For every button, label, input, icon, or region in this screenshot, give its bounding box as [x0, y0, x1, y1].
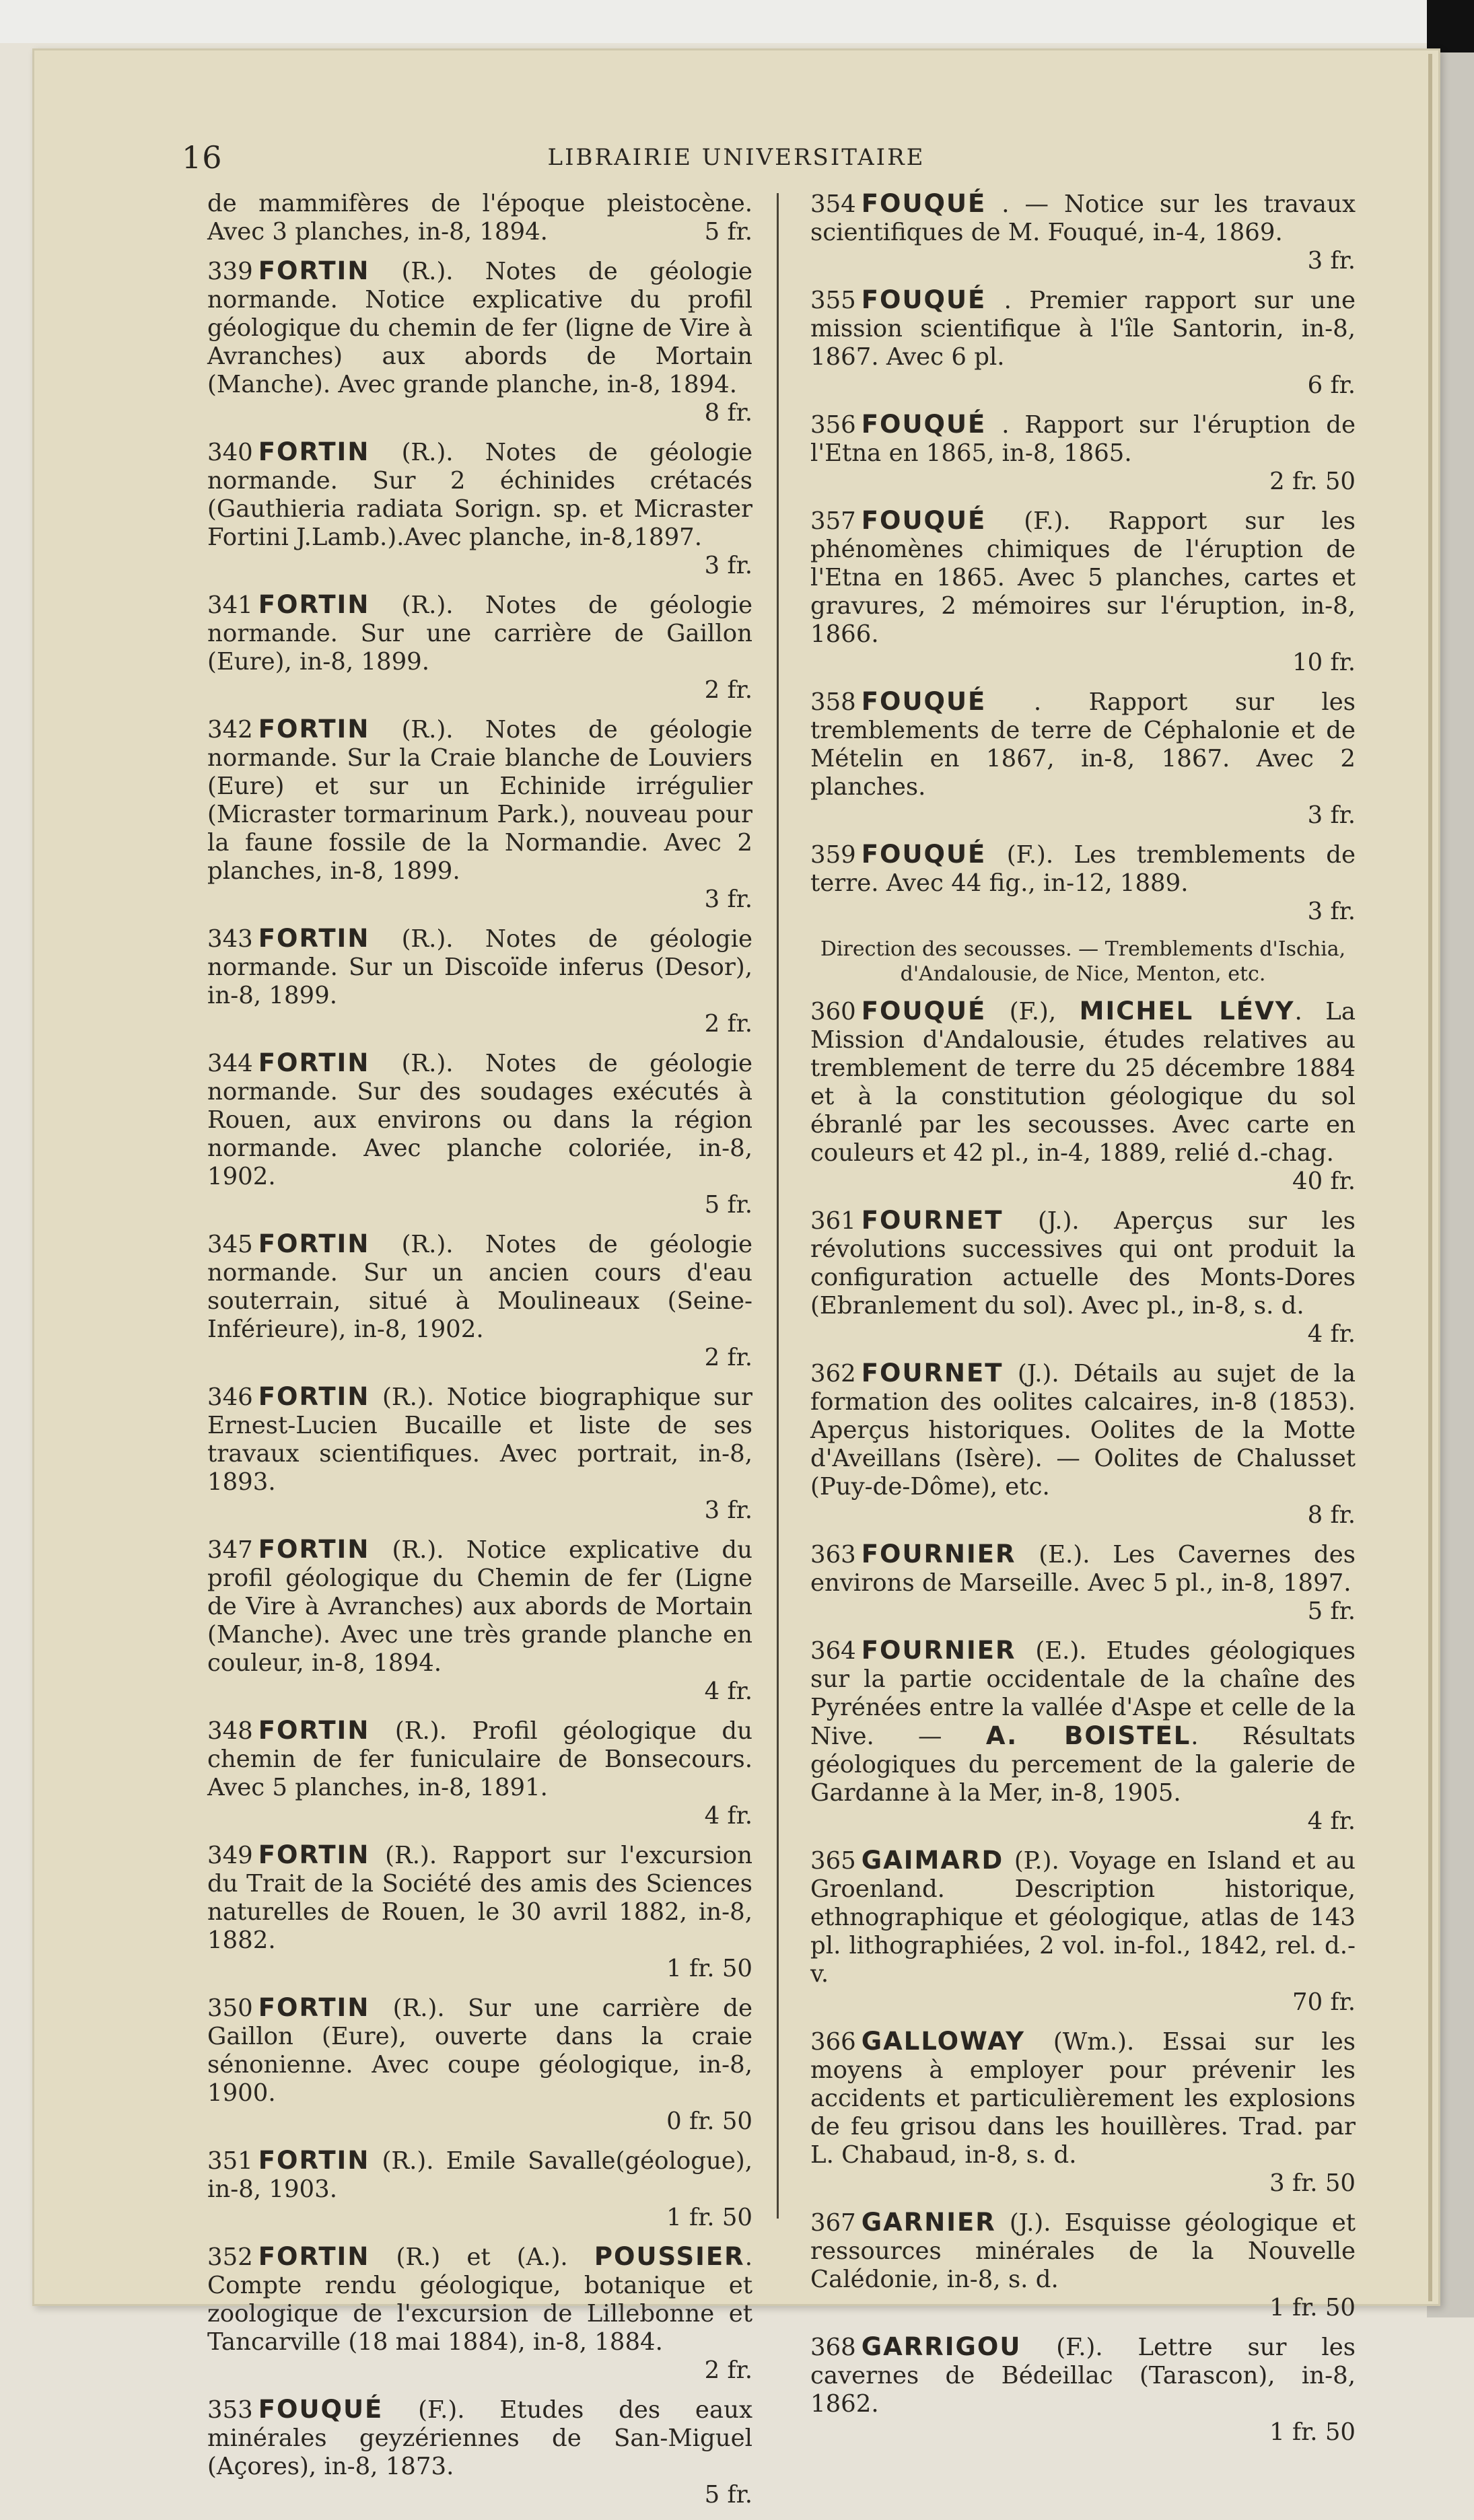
catalog-entry [207, 1717, 752, 1830]
entry-number: 348 [207, 1717, 253, 1745]
entry-author: FOURNIER [861, 1636, 1016, 1665]
entry-author: FOUQUÉ [861, 997, 987, 1025]
entry-description: (J.). Détails au sujet de la formation des oolites calcaires, in-8 (1853). Aperçus historiques. Oolites de la Motte d'Aveillans (Isère). — Oolites de Chalusset (Puy-de-Dôme), etc. [810, 1360, 1356, 1501]
entry-price: 6 fr. [1307, 371, 1356, 399]
entry-description-cont: . La Mission d'Andalousie, études relatives au tremblement de terre du 25 décembre 1884 et à la constitution géologique du sol ébranlé par les secousses. Avec carte en couleurs et 42 pl., in-4, 1889, relié d.-chag. [810, 998, 1356, 1167]
catalog-entry [810, 1359, 1356, 1529]
entry-number: 355 [810, 287, 856, 314]
entry-author: FORTIN [258, 1535, 370, 1564]
catalog-entry [810, 190, 1356, 275]
catalog-entry [810, 2208, 1356, 2322]
entry-author: FOURNIER [861, 1540, 1016, 1569]
entry-price: 10 fr. [1292, 649, 1356, 676]
scan-background-top [0, 0, 1474, 43]
entry-author: FORTIN [258, 256, 370, 285]
entry-number: 340 [207, 439, 253, 466]
entry-price: 4 fr. [704, 1802, 752, 1830]
entry-author: FORTIN [258, 2146, 370, 2175]
entry-number: 342 [207, 716, 253, 744]
entry-price: 2 fr. [704, 676, 752, 704]
entry-description-cont: . Compte rendu géologique, botanique et zoologique de l'excursion de Lillebonne et Tancarville (18 mai 1884), in-8, 1884. [207, 2243, 752, 2356]
entry-description: (E.). Les Cavernes des environs de Marseille. Avec 5 pl., in-8, 1897. [810, 1541, 1356, 1597]
entry-author: FOUQUÉ [861, 687, 987, 716]
entry-price: 2 fr. [704, 2356, 752, 2384]
entry-description: (R.). Notes de géologie normande. Sur une carrière de Gaillon (Eure), in-8, 1899. [207, 591, 752, 676]
entry-number: 341 [207, 591, 253, 619]
catalog-entry [207, 591, 752, 705]
entry-price: 1 fr. 50 [666, 2204, 752, 2231]
entry-description: (R.). Notes de géologie normande. Sur un ancien cours d'eau souterrain, situé à Moulineaux (Seine-Inférieure), in-8, 1902. [207, 1231, 752, 1343]
catalog-entry [207, 1536, 752, 1706]
entry-coauthor: POUSSIER [594, 2242, 745, 2271]
entry-author: GARRIGOU [861, 2332, 1022, 2361]
entry-author: FOUQUÉ [861, 410, 987, 439]
entry-description: (R.). Emile Savalle(géologue), in-8, 1903. [207, 2147, 752, 2203]
catalog-entry [810, 410, 1356, 496]
catalog-entry [207, 257, 752, 427]
catalog-entry [810, 286, 1356, 400]
entry-price: 5 fr. [704, 218, 752, 246]
entry-description: . Rapport sur l'éruption de l'Etna en 1865, in-8, 1865. [810, 411, 1356, 467]
catalog-entry [810, 688, 1356, 830]
column-divider [777, 193, 779, 2219]
entry-price: 3 fr. [1307, 801, 1356, 829]
left-column [207, 190, 752, 2520]
entry-description: . Premier rapport sur une mission scientifique à l'île Santorin, in-8, 1867. Avec 6 pl. [810, 287, 1356, 371]
catalog-entry [810, 1207, 1356, 1348]
entry-number: 352 [207, 2243, 253, 2271]
entry-number: 360 [810, 998, 856, 1025]
entry-price: 40 fr. [1292, 1167, 1356, 1195]
entry-author: FOUQUÉ [258, 2395, 384, 2424]
page-number: 16 [182, 139, 223, 176]
catalog-entry [810, 1540, 1356, 1626]
entry-number: 347 [207, 1536, 253, 1564]
entry-description: (R.). Notes de géologie normande. Sur 2 échinides crétacés (Gauthieria radiata Sorign. sp. et Micraster Fortini J.Lamb.).Avec planche, in-8,1897. [207, 439, 752, 551]
entry-author: FORTIN [258, 1382, 370, 1411]
entry-coauthor: A. BOISTEL [985, 1721, 1191, 1750]
entry-author: GALLOWAY [861, 2027, 1026, 2056]
entry-note: Direction des secousses. — Tremblements d'Ischia, d'Andalousie, de Nice, Menton, etc. [820, 937, 1346, 986]
entry-price: 3 fr. 50 [1269, 2169, 1356, 2197]
entry-author: FOUQUÉ [861, 840, 987, 869]
entry-author: FORTIN [258, 1229, 370, 1258]
catalog-entry [810, 2333, 1356, 2447]
entry-description: (R.). Profil géologique du chemin de fer funiculaire de Bonsecours. Avec 5 planches, in-8, 1891. [207, 1717, 752, 1801]
entry-number: 354 [810, 190, 856, 218]
catalog-entry [810, 2027, 1356, 2198]
catalog-entry [207, 2243, 752, 2385]
entry-number: 357 [810, 507, 856, 535]
catalog-entry [207, 925, 752, 1038]
entry-description: (R.). Notes de géologie normande. Notice explicative du profil géologique du chemin de fer (ligne de Vire à Avranches) aux abords de Mortain (Manche). Avec grande planche, in-8, 1894. [207, 258, 752, 398]
entry-number: 346 [207, 1383, 253, 1411]
entry-author: FORTIN [258, 2242, 370, 2271]
catalog-entry [207, 1230, 752, 1372]
entry-number: 361 [810, 1207, 856, 1235]
entry-description: (F.). Lettre sur les cavernes de Bédeillac (Tarascon), in-8, 1862. [810, 2334, 1356, 2418]
entry-author: FOUQUÉ [861, 285, 987, 314]
entry-price: 4 fr. [1307, 1320, 1356, 1348]
entry-description: (R.) et (A.). [396, 2243, 568, 2271]
entry-price: 8 fr. [704, 399, 752, 427]
entry-number: 349 [207, 1842, 253, 1869]
entry-author: FORTIN [258, 1840, 370, 1869]
entry-number: 366 [810, 2028, 856, 2056]
entry-price: 4 fr. [1307, 1807, 1356, 1835]
entry-description: (F.). Rapport sur les phénomènes chimiques de l'éruption de l'Etna en 1865. Avec 5 planches, cartes et gravures, 2 mémoires sur l'éruption, in-8, 1866. [810, 507, 1356, 648]
entry-description-cont: . Résultats géologiques du percement de la galerie de Gardanne à la Mer, in-8, 1905. [810, 1723, 1356, 1807]
entry-price: 1 fr. 50 [1269, 2294, 1356, 2321]
entry-description: (R.). Sur une carrière de Gaillon (Eure), ouverte dans la craie sénonienne. Avec coupe géologique, in-8, 1900. [207, 1994, 752, 2107]
entry-description: (F.). Etudes des eaux minérales geyzériennes de San-Miguel (Açores), in-8, 1873. [207, 2396, 752, 2480]
catalog-entry [207, 1841, 752, 1983]
catalog-entry [207, 1383, 752, 1525]
entry-description: (R.). Notice biographique sur Ernest-Lucien Bucaille et liste de ses travaux scientifiques. Avec portrait, in-8, 1893. [207, 1383, 752, 1496]
catalog-entry [207, 2147, 752, 2232]
entry-price: 3 fr. [704, 886, 752, 913]
catalog-entry [207, 438, 752, 580]
catalog-entry [810, 1636, 1356, 1836]
page-running-title: LIBRAIRIE UNIVERSITAIRE [547, 144, 925, 171]
entry-number: 353 [207, 2396, 253, 2424]
entry-price: 5 fr. [704, 2481, 752, 2509]
entry-author: FOUQUÉ [861, 506, 987, 535]
entry-description: (J.). Esquisse géologique et ressources minérales de la Nouvelle Calédonie, in-8, s. d. [810, 2209, 1356, 2293]
entry-number: 358 [810, 688, 856, 716]
entry-description: . — Notice sur les travaux scientifiques de M. Fouqué, in-4, 1869. [810, 190, 1356, 246]
right-column [810, 190, 1356, 2457]
entry-author: GARNIER [861, 2208, 996, 2237]
entry-author: FORTIN [258, 437, 370, 466]
entry-description: (R.). Notes de géologie normande. Sur un Discoïde inferus (Desor), in-8, 1899. [207, 925, 752, 1009]
entry-price: 3 fr. [704, 552, 752, 579]
catalog-entry [810, 1846, 1356, 2017]
entry-number: 343 [207, 925, 253, 953]
page-edge [1428, 54, 1432, 2301]
entry-price: 1 fr. 50 [666, 1955, 752, 1982]
entry-continuation [207, 190, 752, 246]
entry-author: FOURNET [861, 1359, 1004, 1388]
entry-author: FOUQUÉ [861, 189, 987, 218]
entry-author: FORTIN [258, 1716, 370, 1745]
entry-description: (Wm.). Essai sur les moyens à employer pour prévenir les accidents et particulièrement les explosions de feu grisou dans les houillères. Trad. par L. Chabaud, in-8, s. d. [810, 2028, 1356, 2169]
catalog-entry [207, 1994, 752, 2136]
entry-description: (R.). Rapport sur l'excursion du Trait de la Société des amis des Sciences naturelles de Rouen, le 30 avril 1882, in-8, 1882. [207, 1842, 752, 1954]
entry-price: 2 fr. [704, 1010, 752, 1038]
entry-description: (R.). Notes de géologie normande. Sur des soudages exécutés à Rouen, aux environs ou dans la région normande. Avec planche coloriée, in-8, 1902. [207, 1050, 752, 1190]
entry-description: (F.), [1009, 998, 1057, 1025]
entry-number: 350 [207, 1994, 253, 2022]
entry-number: 363 [810, 1541, 856, 1569]
entry-price: 2 fr. 50 [1269, 468, 1356, 495]
entry-number: 351 [207, 2147, 253, 2175]
entry-price: 2 fr. [704, 1344, 752, 1371]
entry-description: (E.). Etudes géologiques sur la partie occidentale de la chaîne des Pyrénées entre la vallée d'Aspe et celle de la Nive. — [810, 1637, 1356, 1750]
scan-dark-corner [1427, 0, 1474, 52]
catalog-page [32, 48, 1440, 2509]
entry-price: 3 fr. [1307, 898, 1356, 925]
entry-number: 356 [810, 411, 856, 439]
page-header [32, 48, 1440, 176]
entry-number: 345 [207, 1231, 253, 1258]
entry-description: (J.). Aperçus sur les révolutions successives qui ont produit la configuration actuelle des Monts-Dores (Ebranlement du sol). Avec pl., in-8, s. d. [810, 1207, 1356, 1320]
catalog-entry [207, 715, 752, 914]
entry-author: FOURNET [861, 1206, 1004, 1235]
entry-author: FORTIN [258, 590, 370, 619]
catalog-entry [810, 840, 1356, 926]
entry-price: 0 fr. 50 [666, 2108, 752, 2135]
entry-description: (F.). Les tremblements de terre. Avec 44 fig., in-12, 1889. [810, 841, 1356, 897]
entry-number: 368 [810, 2334, 856, 2361]
entry-price: 3 fr. [704, 1497, 752, 1524]
catalog-entry [810, 507, 1356, 677]
catalog-entry [810, 997, 1356, 1196]
entry-description: (P.). Voyage en Island et au Groenland. Description historique, ethnographique et géologique, atlas de 143 pl. lithographiées, 2 vol. in-fol., 1842, rel. d.-v. [810, 1847, 1356, 1988]
entry-number: 339 [207, 258, 253, 285]
entry-coauthor: MICHEL LÉVY [1079, 997, 1295, 1025]
entry-author: FORTIN [258, 924, 370, 953]
entry-author: FORTIN [258, 715, 370, 744]
entry-number: 362 [810, 1360, 856, 1388]
entry-text: de mammifères de l'époque pleistocène. Avec 3 planches, in-8, 1894. [207, 190, 752, 246]
entry-number: 359 [810, 841, 856, 869]
entry-description: (R.). Notes de géologie normande. Sur la Craie blanche de Louviers (Eure) et sur un Echinide irrégulier (Micraster tormarinum Park.), nouveau pour la faune fossile de la Normandie. Avec 2 planches, in-8, 1899. [207, 716, 752, 885]
catalog-entry [207, 2396, 752, 2509]
catalog-entry [207, 1049, 752, 1219]
entry-price: 4 fr. [704, 1678, 752, 1705]
entry-price: 8 fr. [1307, 1501, 1356, 1529]
entry-price: 1 fr. 50 [1269, 2418, 1356, 2446]
entry-author: FORTIN [258, 1993, 370, 2022]
entry-number: 365 [810, 1847, 856, 1875]
entry-author: GAIMARD [861, 1846, 1004, 1875]
entry-price: 5 fr. [704, 1191, 752, 1219]
entry-number: 367 [810, 2209, 856, 2237]
entry-description: . Rapport sur les tremblements de terre de Céphalonie et de Mételin en 1867, in-8, 1867. Avec 2 planches. [810, 688, 1356, 801]
entry-author: FORTIN [258, 1048, 370, 1077]
entry-description: (R.). Notice explicative du profil géologique du Chemin de fer (Ligne de Vire à Avranches) aux abords de Mortain (Manche). Avec une très grande planche en couleur, in-8, 1894. [207, 1536, 752, 1677]
entry-number: 344 [207, 1050, 253, 1077]
entry-price: 70 fr. [1292, 1988, 1356, 2016]
entry-number: 364 [810, 1637, 856, 1665]
entry-price: 5 fr. [1307, 1597, 1356, 1625]
entry-price: 3 fr. [1307, 247, 1356, 275]
